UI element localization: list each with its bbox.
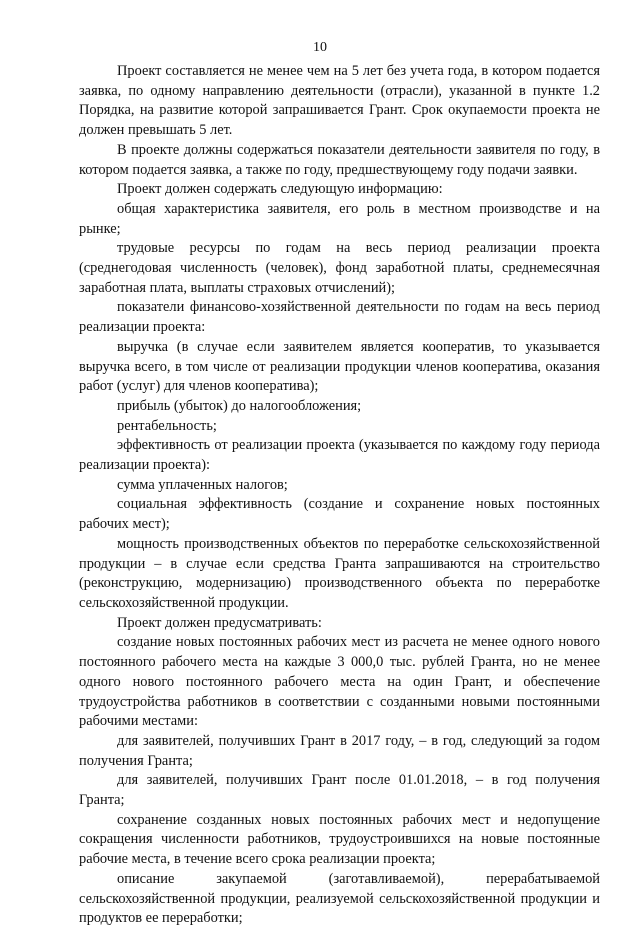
paragraph-project-provisions: Проект должен предусматривать: xyxy=(117,614,322,631)
document-body xyxy=(79,62,600,929)
paragraph-social-efficiency: социальная эффективность (создание и сохранение новых постоянных рабочих мест); xyxy=(79,496,600,533)
paragraph-profit: прибыль (убыток) до налогообложения; xyxy=(117,397,362,414)
paragraph-capacity: мощность производственных объектов по переработке сельскохозяйственной продукции – в случае если средства Гранта запрашиваются на строительство (реконструкцию, модернизацию) производственного объекта по переработке сельскохозяйственной продукции. xyxy=(79,535,600,611)
paragraph-product-description: описание закупаемой (заготавливаемой), перерабатываемой сельскохозяйственной продукции, реализуемой сельскохозяйственной продукции и продуктов ее переработки; xyxy=(79,870,600,927)
paragraph-profitability: рентабельность; xyxy=(117,417,217,434)
paragraph-revenue: выручка (в случае если заявителем является кооператив, то указывается выручка всего, в том числе от реализации продукции членов кооператива, оказания работ (услуг) для членов кооператива); xyxy=(79,338,600,395)
paragraph-job-preservation: сохранение созданных новых постоянных рабочих мест и недопущение сокращения численности работников, трудоустроившихся на новые постоянные рабочие места, в течение всего срока реализации проекта; xyxy=(79,811,600,868)
paragraph-indicators: В проекте должны содержаться показатели деятельности заявителя по году, в котором подается заявка, а также по году, предшествующему году подачи заявки. xyxy=(79,141,600,178)
paragraph-applicant-characteristics: общая характеристика заявителя, его роль в местном производстве и на рынке; xyxy=(79,200,600,237)
paragraph-project-duration: Проект составляется не менее чем на 5 лет без учета года, в котором подается заявка, по одному направлению деятельности (отрасли), указанной в пункте 1.2 Порядка, на развитие которой запрашивается Грант. Срок окупаемости проекта не должен превышать 5 лет. xyxy=(79,63,600,139)
paragraph-required-info: Проект должен содержать следующую информацию: xyxy=(117,181,443,198)
paragraph-grant-2017: для заявителей, получивших Грант в 2017 году, – в год, следующий за годом получения Гранта; xyxy=(79,732,600,769)
paragraph-grant-2018: для заявителей, получивших Грант после 01.01.2018, – в год получения Гранта; xyxy=(79,772,600,809)
paragraph-financial-indicators: показатели финансово-хозяйственной деятельности по годам на весь период реализации проекта: xyxy=(79,299,600,336)
paragraph-labor-resources: трудовые ресурсы по годам на весь период реализации проекта (среднегодовая численность (человек), фонд заработной платы, среднемесячная заработная плата, выплаты страховых отчислений); xyxy=(79,240,600,296)
page-number: 10 xyxy=(313,40,327,55)
paragraph-taxes: сумма уплаченных налогов; xyxy=(117,476,288,493)
paragraph-efficiency: эффективность от реализации проекта (указывается по каждому году периода реализации проекта): xyxy=(79,437,600,474)
paragraph-job-creation: создание новых постоянных рабочих мест из расчета не менее одного нового постоянного рабочего места на каждые 3 000,0 тыс. рублей Гранта, но не менее одного нового постоянного рабочего места на один Грант, и обеспечение трудоустройства работников в соответствии с созданными новыми постоянными рабочими местами: xyxy=(79,634,600,730)
